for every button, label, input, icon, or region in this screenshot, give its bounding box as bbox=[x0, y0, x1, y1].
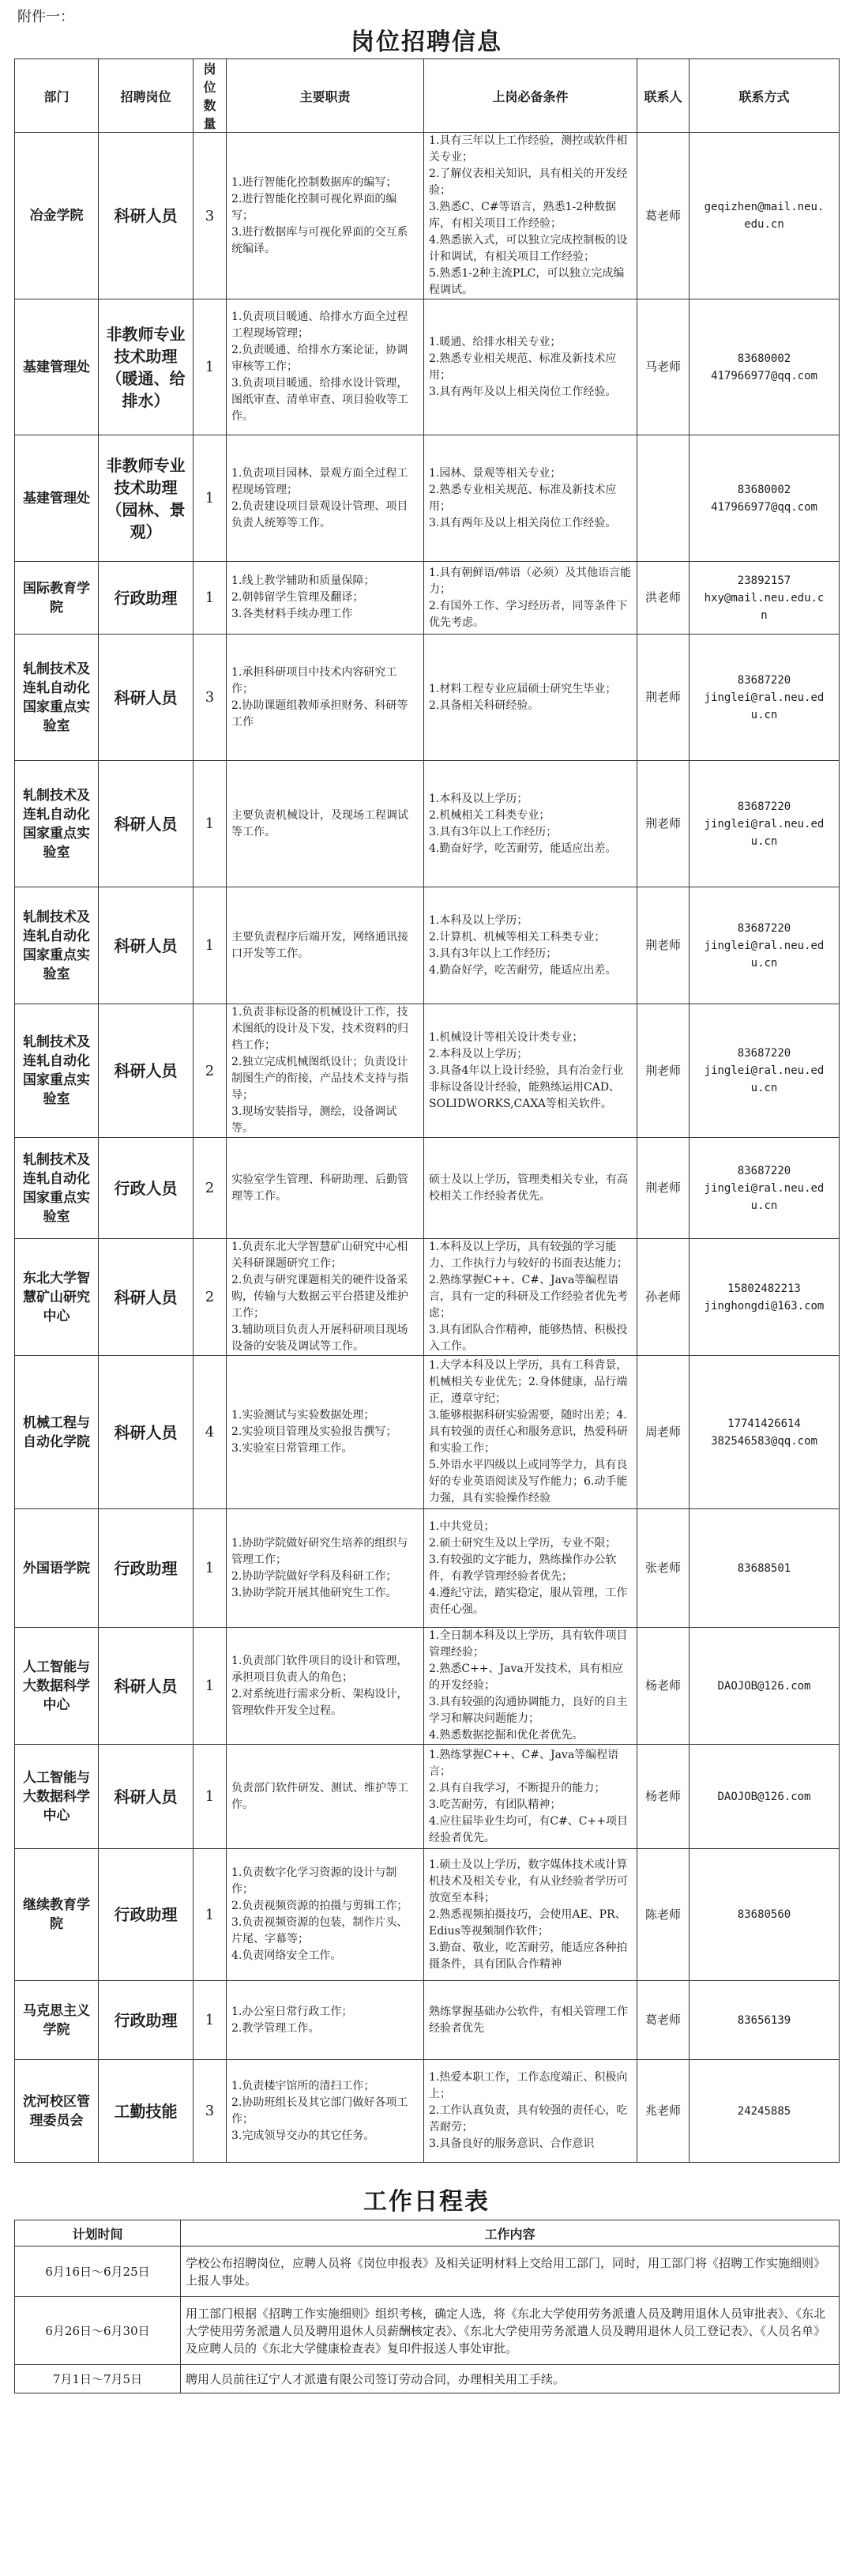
dept-cell: 人工智能与大数据科学中心 bbox=[15, 1628, 99, 1745]
contact-info-line: u.cn bbox=[750, 1199, 778, 1212]
dept-cell: 轧制技术及连轧自动化国家重点实验室 bbox=[15, 635, 99, 761]
table-row bbox=[15, 1849, 840, 1981]
duties-cell bbox=[227, 1004, 424, 1138]
requirement-line: 2.熟悉专业相关规范、标准及新技术应用； bbox=[429, 352, 617, 382]
duty-line: 3.各类材料手续办理工作 bbox=[231, 608, 353, 620]
count-cell: 2 bbox=[194, 1239, 227, 1356]
dept-cell: 轧制技术及连轧自动化国家重点实验室 bbox=[15, 761, 99, 887]
dept-cell: 轧制技术及连轧自动化国家重点实验室 bbox=[15, 1138, 99, 1239]
schedule-content-cell: 聘用人员前往辽宁人才派遣有限公司签订劳动合同，办理相关用工手续。 bbox=[181, 2365, 840, 2393]
count-cell: 2 bbox=[194, 1004, 227, 1138]
contact-info-cell bbox=[690, 562, 840, 635]
count-cell: 3 bbox=[194, 635, 227, 761]
duty-line: 2.对系统进行需求分析、架构设计，管理软件开发全过程。 bbox=[231, 1687, 408, 1717]
page bbox=[14, 0, 839, 2560]
duty-line: 2.协助班组长及其它部门做好各项工作； bbox=[231, 2096, 408, 2126]
dept-cell: 马克思主义学院 bbox=[15, 1981, 99, 2060]
contact-cell: 荆老师 bbox=[637, 635, 690, 761]
duty-line: 1.负责楼宇馆所的清扫工作； bbox=[231, 2079, 375, 2092]
table-row bbox=[15, 1745, 840, 1849]
count-cell: 3 bbox=[194, 133, 227, 299]
schedule-content-cell: 用工部门根据《招聘工作实施细则》组织考核，确定人选，将《东北大学使用劳务派遣人员及聘用退休人员审批表》、《东北大学使用劳务派遣人员及聘用退休人员薪酬核定表》、《东北大学使用劳务派遣人员及聘用退休人员工登记表》、《人员名单》及应聘人员的《东北大学健康检查表》复印件报送人事处审批。 bbox=[181, 2297, 840, 2365]
contact-cell: 葛老师 bbox=[637, 1981, 690, 2060]
table-header-row bbox=[15, 59, 840, 133]
duty-line: 1.协助学院做好研究生培养的组织与管理工作； bbox=[231, 1536, 408, 1566]
duties-cell bbox=[227, 562, 424, 635]
position-cell: 行政助理 bbox=[99, 562, 194, 635]
dept-cell: 外国语学院 bbox=[15, 1509, 99, 1628]
position-cell: 科研人员 bbox=[99, 1356, 194, 1509]
duties-cell bbox=[227, 1356, 424, 1509]
requirements-cell bbox=[424, 1138, 637, 1239]
header-count: 岗位数量 bbox=[194, 59, 227, 133]
position-cell: 行政助理 bbox=[99, 1509, 194, 1628]
contact-info-line: 83687220 bbox=[737, 673, 791, 687]
table-row bbox=[15, 1981, 840, 2060]
duty-line: 3.辅助项目负责人开展科研项目现场设备的安装及调试等工作。 bbox=[231, 1324, 408, 1353]
requirement-line: 3.具有团队合作精神，能够热情、积极投入工作。 bbox=[429, 1324, 628, 1353]
duty-line: 1.实验测试与实验数据处理； bbox=[231, 1409, 375, 1422]
requirement-line: 2.熟练掌握C++、C#、Java等编程语言，具有一定的科研及工作经验者优先考虑； bbox=[429, 1274, 628, 1320]
contact-info-cell bbox=[690, 133, 840, 299]
contact-info-cell bbox=[690, 887, 840, 1004]
contact-cell: 葛老师 bbox=[637, 133, 690, 299]
requirements-cell bbox=[424, 1628, 637, 1745]
contact-cell: 荆老师 bbox=[637, 887, 690, 1004]
requirements-cell bbox=[424, 1509, 637, 1628]
count-cell: 1 bbox=[194, 1849, 227, 1981]
requirement-line: 1.本科及以上学历，具有较强的学习能力、工作执行力与较好的书面表达能力； bbox=[429, 1241, 628, 1270]
duty-line: 1.进行智能化控制数据库的编写； bbox=[231, 175, 397, 189]
requirement-line: 1.熟练掌握C++、C#、Java等编程语言； bbox=[429, 1748, 619, 1778]
duty-line: 1.负责部门软件项目的设计和管理，承担项目负责人的角色； bbox=[231, 1654, 408, 1684]
contact-info-cell bbox=[690, 1745, 840, 1849]
contact-info-line: u.cn bbox=[750, 708, 778, 721]
duty-line: 2.进行智能化控制可视化界面的编写； bbox=[231, 192, 397, 222]
requirements-cell bbox=[424, 1981, 637, 2060]
requirement-line: 1.暖通、给排水相关专业； bbox=[429, 335, 562, 348]
contact-info-line: u.cn bbox=[750, 956, 778, 970]
duty-line: 1.负责数字化学习资源的设计与制作； bbox=[231, 1866, 397, 1896]
requirements-cell bbox=[424, 1849, 637, 1981]
duty-line: 3.负责项目暖通、给排水设计管理，图纸审查、清单审查、项目验收等工作。 bbox=[231, 377, 408, 423]
duty-line: 2.实验项目管理及实验报告撰写； bbox=[231, 1425, 397, 1438]
duty-line: 1.负责非标设备的机械设计工作，技术图纸的设计及下发，技术资料的归档工作； bbox=[231, 1006, 408, 1052]
contact-cell: 杨老师 bbox=[637, 1745, 690, 1849]
requirement-line: 2.了解仪表相关知识，具有相关的开发经验； bbox=[429, 168, 628, 197]
count-cell: 1 bbox=[194, 1628, 227, 1745]
duty-line: 3.完成领导交办的其它任务。 bbox=[231, 2129, 375, 2142]
schedule-time-cell: 6月26日～6月30日 bbox=[15, 2297, 181, 2365]
contact-info-line: jinglei@ral.neu.ed bbox=[704, 1064, 825, 1077]
recruitment-table bbox=[14, 58, 840, 2163]
schedule-header-content: 工作内容 bbox=[181, 2220, 840, 2246]
duty-line: 1.负责项目园林、景观方面全过程工程现场管理； bbox=[231, 466, 408, 496]
schedule-time-cell: 7月1日～7月5日 bbox=[15, 2365, 181, 2393]
recruitment-table-body bbox=[15, 133, 840, 2163]
schedule-title: 工作日程表 bbox=[363, 2188, 490, 2216]
dept-cell: 东北大学智慧矿山研究中心 bbox=[15, 1239, 99, 1356]
duty-line: 2.教学管理工作。 bbox=[231, 2021, 320, 2035]
duty-line: 主要负责程序后端开发，网络通讯接口开发等工作。 bbox=[231, 930, 408, 960]
duties-cell bbox=[227, 133, 424, 299]
table-row bbox=[15, 761, 840, 887]
count-cell: 1 bbox=[194, 562, 227, 635]
requirement-line: 3.具有两年及以上相关岗位工作经验。 bbox=[429, 516, 617, 529]
requirements-cell bbox=[424, 1356, 637, 1509]
position-cell: 科研人员 bbox=[99, 1004, 194, 1138]
requirement-line: 硕士及以上学历，管理类相关专业，有高校相关工作经验者优先。 bbox=[429, 1173, 628, 1203]
contact-cell bbox=[637, 435, 690, 562]
requirement-line: 1.大学本科及以上学历，具有工科背景，机械相关专业优先；2.身体健康，品行端正，遵章守纪； bbox=[429, 1359, 628, 1405]
requirements-cell bbox=[424, 1004, 637, 1138]
requirements-cell bbox=[424, 1239, 637, 1356]
schedule-row bbox=[15, 2365, 840, 2393]
position-cell: 科研人员 bbox=[99, 635, 194, 761]
position-cell: 科研人员 bbox=[99, 887, 194, 1004]
duty-line: 2.负责暖通、给排水方案论证，协调审核等工作； bbox=[231, 344, 408, 373]
contact-info-line: 83687220 bbox=[737, 1047, 791, 1060]
count-cell: 2 bbox=[194, 1138, 227, 1239]
duties-cell bbox=[227, 1138, 424, 1239]
requirement-line: 2.硕士研究生及以上学历，专业不限； bbox=[429, 1536, 617, 1550]
position-cell: 科研人员 bbox=[99, 1745, 194, 1849]
contact-info-cell bbox=[690, 299, 840, 435]
requirement-line: 3.具有较强的沟通协调能力，良好的自主学习和解决问题能力； bbox=[429, 1696, 628, 1725]
table-row bbox=[15, 887, 840, 1004]
dept-cell: 机械工程与自动化学院 bbox=[15, 1356, 99, 1509]
requirement-line: 4.熟悉数据挖掘和优化者优先。 bbox=[429, 1729, 584, 1742]
table-row bbox=[15, 1239, 840, 1356]
contact-cell: 荆老师 bbox=[637, 761, 690, 887]
dept-cell: 冶金学院 bbox=[15, 133, 99, 299]
duty-line: 2.协助学院做好学科及科研工作； bbox=[231, 1569, 397, 1583]
duty-line: 1.负责东北大学智慧矿山研究中心相关科研课题研究工作； bbox=[231, 1241, 408, 1270]
count-cell: 4 bbox=[194, 1356, 227, 1509]
duties-cell bbox=[227, 299, 424, 435]
contact-info-line: u.cn bbox=[750, 834, 778, 848]
position-cell: 行政人员 bbox=[99, 1138, 194, 1239]
contact-info-cell bbox=[690, 1981, 840, 2060]
contact-info-cell bbox=[690, 1004, 840, 1138]
requirement-line: 3.能够根据科研实验需要，随时出差；4.具有较强的责任心和服务意识，热爱科研和实验工作； bbox=[429, 1409, 628, 1455]
dept-cell: 轧制技术及连轧自动化国家重点实验室 bbox=[15, 1004, 99, 1138]
contact-info-line: 382546583@qq.com bbox=[711, 1434, 817, 1448]
schedule-header-row bbox=[15, 2220, 840, 2246]
contact-info-line: 83688501 bbox=[737, 1561, 791, 1575]
schedule-row bbox=[15, 2297, 840, 2365]
requirement-line: 1.园林、景观等相关专业； bbox=[429, 466, 562, 480]
requirement-line: 3.勤奋、敬业，吃苦耐劳，能适应各种拍摄条件，具有团队合作精神 bbox=[429, 1941, 628, 1971]
position-cell: 科研人员 bbox=[99, 761, 194, 887]
position-cell: 行政助理 bbox=[99, 1849, 194, 1981]
duties-cell bbox=[227, 761, 424, 887]
count-cell: 1 bbox=[194, 761, 227, 887]
header-contact: 联系人 bbox=[637, 59, 690, 133]
table-row bbox=[15, 1509, 840, 1628]
table-row bbox=[15, 562, 840, 635]
header-position: 招聘岗位 bbox=[99, 59, 194, 133]
requirement-line: 3.具有两年及以上相关岗位工作经验。 bbox=[429, 385, 617, 398]
dept-cell: 轧制技术及连轧自动化国家重点实验室 bbox=[15, 887, 99, 1004]
schedule-table bbox=[14, 2220, 840, 2393]
requirement-line: 3.具备良好的服务意识、合作意识 bbox=[429, 2137, 595, 2150]
requirement-line: 4.遵纪守法，踏实稳定，服从管理，工作责任心强。 bbox=[429, 1586, 628, 1616]
contact-cell: 洪老师 bbox=[637, 562, 690, 635]
contact-info-line: 83680002 bbox=[737, 483, 791, 496]
duty-line: 主要负责机械设计，及现场工程调试等工作。 bbox=[231, 808, 408, 838]
duty-line: 1.承担科研项目中技术内容研究工作； bbox=[231, 665, 397, 695]
duty-line: 2.负责建设项目景观设计管理、项目负责人统筹等工作。 bbox=[231, 499, 408, 529]
position-cell: 工勤技能 bbox=[99, 2060, 194, 2163]
requirement-line: 4.应往届毕业生均可，有C#、C++项目经验者优先。 bbox=[429, 1814, 628, 1844]
contact-info-line: 24245885 bbox=[737, 2104, 791, 2118]
requirement-line: 1.中共党员； bbox=[429, 1520, 495, 1533]
contact-info-line: hxy@mail.neu.edu.c bbox=[704, 591, 825, 604]
schedule-table-body bbox=[15, 2246, 840, 2393]
contact-info-line: jinglei@ral.neu.ed bbox=[704, 817, 825, 830]
position-cell: 非教师专业技术助理（暖通、给排水） bbox=[99, 299, 194, 435]
requirement-line: 1.硕士及以上学历，数字媒体技术或计算机技术及相关专业，有从业经验者学历可放宽至本科； bbox=[429, 1858, 628, 1904]
requirements-cell bbox=[424, 887, 637, 1004]
requirement-line: 3.具有3年以上工作经历； bbox=[429, 825, 558, 838]
duty-line: 3.协助学院开展其他研究生工作。 bbox=[231, 1586, 397, 1599]
dept-cell: 沈河校区管理委员会 bbox=[15, 2060, 99, 2163]
contact-info-cell bbox=[690, 761, 840, 887]
table-row bbox=[15, 435, 840, 562]
requirement-line: 1.本科及以上学历； bbox=[429, 792, 528, 805]
contact-info-line: n bbox=[761, 608, 768, 622]
dept-cell: 基建管理处 bbox=[15, 299, 99, 435]
requirements-cell bbox=[424, 1745, 637, 1849]
schedule-row bbox=[15, 2246, 840, 2297]
contact-info-line: 83687220 bbox=[737, 921, 791, 935]
requirements-cell bbox=[424, 2060, 637, 2163]
table-row bbox=[15, 133, 840, 299]
duty-line: 2.朝韩留学生管理及翻译； bbox=[231, 591, 364, 604]
duty-line: 2.独立完成机械图纸设计；负责设计制图生产的衔接，产品技术支持与指导； bbox=[231, 1056, 408, 1102]
header-requirements: 上岗必备条件 bbox=[424, 59, 637, 133]
contact-info-line: DAOJOB@126.com bbox=[717, 1790, 811, 1803]
duties-cell bbox=[227, 1745, 424, 1849]
position-cell: 行政助理 bbox=[99, 1981, 194, 2060]
requirement-line: 3.有较强的文字能力，熟练操作办公软件，有教学管理经验者优先； bbox=[429, 1553, 617, 1583]
duty-line: 3.实验室日常管理工作。 bbox=[231, 1442, 353, 1455]
duties-cell bbox=[227, 887, 424, 1004]
contact-info-line: 23892157 bbox=[737, 574, 791, 587]
contact-info-line: 417966977@qq.com bbox=[711, 369, 817, 382]
duties-cell bbox=[227, 2060, 424, 2163]
duties-cell bbox=[227, 1849, 424, 1981]
requirement-line: 2.熟悉专业相关规范、标准及新技术应用； bbox=[429, 483, 617, 513]
contact-cell: 孙老师 bbox=[637, 1239, 690, 1356]
requirement-line: 5.熟悉1-2种主流PLC，可以独立完成编程调试。 bbox=[429, 267, 625, 296]
requirement-line: 3.具备4年以上设计经验，具有冶金行业非标设备设计经验，能熟练运用CAD、SOLIDWORKS,CAXA等相关软件。 bbox=[429, 1064, 624, 1110]
contact-info-line: jinghongdi@163.com bbox=[704, 1299, 825, 1312]
requirement-line: 1.具有朝鲜语/韩语（必须）及其他语言能力； bbox=[429, 566, 632, 596]
contact-info-line: edu.cn bbox=[744, 218, 784, 231]
requirement-line: 1.全日制本科及以上学历，具有软件项目管理经验； bbox=[429, 1629, 628, 1659]
contact-cell: 张老师 bbox=[637, 1509, 690, 1628]
requirement-line: 3.具有3年以上工作经历； bbox=[429, 947, 558, 960]
duties-cell bbox=[227, 1239, 424, 1356]
requirement-line: 2.计算机、机械等相关工科类专业； bbox=[429, 930, 606, 943]
requirement-line: 1.本科及以上学历； bbox=[429, 913, 528, 927]
requirements-cell bbox=[424, 133, 637, 299]
contact-cell: 荆老师 bbox=[637, 1138, 690, 1239]
schedule-content-cell: 学校公布招聘岗位，应聘人员将《岗位申报表》及相关证明材料上交给用工部门，同时，用工部门将《招聘工作实施细则》上报人事处。 bbox=[181, 2246, 840, 2297]
contact-info-line: geqizhen@mail.neu. bbox=[704, 201, 825, 213]
contact-info-cell bbox=[690, 2060, 840, 2163]
contact-info-cell bbox=[690, 635, 840, 761]
requirement-line: 3.吃苦耐劳，有团队精神； bbox=[429, 1798, 562, 1811]
position-cell: 科研人员 bbox=[99, 1628, 194, 1745]
requirement-line: 2.有国外工作、学习经历者，同等条件下优先考虑。 bbox=[429, 599, 628, 629]
contact-info-line: u.cn bbox=[750, 1082, 778, 1094]
dept-cell: 基建管理处 bbox=[15, 435, 99, 562]
contact-info-line: 83687220 bbox=[737, 800, 791, 813]
dept-cell: 人工智能与大数据科学中心 bbox=[15, 1745, 99, 1849]
duty-line: 3.负责视频资源的包装，制作片头、片尾、字幕等； bbox=[231, 1916, 408, 1945]
requirement-line: 4.勤奋好学，吃苦耐劳，能适应出差。 bbox=[429, 842, 617, 855]
contact-cell: 陈老师 bbox=[637, 1849, 690, 1981]
schedule-header-time: 计划时间 bbox=[15, 2220, 181, 2246]
count-cell: 1 bbox=[194, 887, 227, 1004]
page-title: 岗位招聘信息 bbox=[351, 28, 502, 56]
requirement-line: 1.材料工程专业应届硕士研究生毕业； bbox=[429, 682, 617, 695]
contact-info-line: jinglei@ral.neu.ed bbox=[704, 1181, 825, 1195]
requirement-line: 1.机械设计等相关设计类专业； bbox=[429, 1030, 584, 1044]
contact-cell: 杨老师 bbox=[637, 1628, 690, 1745]
requirement-line: 3.熟悉C、C#等语言，熟悉1-2种数据库，有相关项目工作经验； bbox=[429, 201, 617, 230]
requirements-cell bbox=[424, 435, 637, 562]
position-cell: 科研人员 bbox=[99, 133, 194, 299]
contact-info-line: 83687220 bbox=[737, 1164, 791, 1177]
duty-line: 1.办公室日常行政工作； bbox=[231, 2005, 353, 2018]
count-cell: 3 bbox=[194, 2060, 227, 2163]
duty-line: 2.负责视频资源的拍摄与剪辑工作； bbox=[231, 1900, 408, 1912]
count-cell: 1 bbox=[194, 435, 227, 562]
requirements-cell bbox=[424, 761, 637, 887]
duty-line: 3.进行数据库与可视化界面的交互系统编译。 bbox=[231, 225, 408, 255]
table-row bbox=[15, 2060, 840, 2163]
requirements-cell bbox=[424, 635, 637, 761]
duty-line: 负责部门软件研发、测试、维护等工作。 bbox=[231, 1781, 408, 1811]
count-cell: 1 bbox=[194, 1981, 227, 2060]
table-row bbox=[15, 635, 840, 761]
requirement-line: 熟练掌握基础办公软件，有相关管理工作经验者优先 bbox=[429, 2005, 628, 2035]
contact-info-line: 83680002 bbox=[737, 352, 791, 365]
requirement-line: 4.熟悉嵌入式，可以独立完成控制板的设计和调试，有相关项目工作经验； bbox=[429, 234, 628, 263]
contact-info-line: DAOJOB@126.com bbox=[717, 1679, 811, 1693]
requirement-line: 1.具有三年以上工作经验，测控或软件相关专业； bbox=[429, 134, 628, 164]
table-row bbox=[15, 1628, 840, 1745]
contact-info-cell bbox=[690, 1356, 840, 1509]
duties-cell bbox=[227, 1981, 424, 2060]
contact-info-cell bbox=[690, 1849, 840, 1981]
contact-info-cell bbox=[690, 435, 840, 562]
header-dept: 部门 bbox=[15, 59, 99, 133]
contact-info-cell bbox=[690, 1509, 840, 1628]
requirement-line: 2.工作认真负责，具有较强的责任心，吃苦耐劳； bbox=[429, 2104, 628, 2133]
contact-info-line: jinglei@ral.neu.ed bbox=[704, 691, 825, 704]
count-cell: 1 bbox=[194, 1745, 227, 1849]
contact-info-cell bbox=[690, 1239, 840, 1356]
contact-cell: 马老师 bbox=[637, 299, 690, 435]
contact-info-cell bbox=[690, 1138, 840, 1239]
contact-info-line: 15802482213 bbox=[727, 1282, 801, 1295]
duty-line: 实验室学生管理、科研助理、后勤管理等工作。 bbox=[231, 1173, 408, 1203]
contact-cell: 荆老师 bbox=[637, 1004, 690, 1138]
duties-cell bbox=[227, 635, 424, 761]
position-cell: 非教师专业技术助理（园林、景观） bbox=[99, 435, 194, 562]
requirement-line: 2.具有自我学习，不断提升的能力； bbox=[429, 1781, 606, 1795]
duty-line: 2.协助课题组教师承担财务、科研等工作 bbox=[231, 699, 408, 729]
contact-info-line: 417966977@qq.com bbox=[711, 500, 817, 514]
duty-line: 2.负责与研究课题相关的硬件设备采购，传输与大数据云平台搭建及维护工作； bbox=[231, 1274, 408, 1320]
requirement-line: 1.热爱本职工作，工作态度端正、积极向上； bbox=[429, 2071, 628, 2100]
table-row bbox=[15, 1004, 840, 1138]
duties-cell bbox=[227, 435, 424, 562]
contact-info-line: 17741426614 bbox=[727, 1417, 801, 1430]
requirement-line: 2.熟悉C++、Java开发技术，具有相应的开发经验； bbox=[429, 1663, 623, 1692]
requirement-line: 2.熟悉视频拍摄技巧，会使用AE、PR、Edius等视频制作软件； bbox=[429, 1908, 626, 1938]
header-contact-info: 联系方式 bbox=[690, 59, 840, 133]
attachment-label: 附件一： bbox=[17, 9, 74, 25]
contact-info-line: 83680560 bbox=[737, 1908, 791, 1921]
requirement-line: 5.外语水平四级以上或同等学力，具有良好的专业英语阅读及写作能力；6.动手能力强，具有实验操作经验 bbox=[429, 1459, 628, 1505]
count-cell: 1 bbox=[194, 299, 227, 435]
duty-line: 4.负责网络安全工作。 bbox=[231, 1949, 342, 1962]
dept-cell: 国际教育学院 bbox=[15, 562, 99, 635]
header-duties: 主要职责 bbox=[227, 59, 424, 133]
contact-info-cell bbox=[690, 1628, 840, 1745]
position-cell: 科研人员 bbox=[99, 1239, 194, 1356]
requirement-line: 4.勤奋好学，吃苦耐劳，能适应出差。 bbox=[429, 963, 617, 977]
table-row bbox=[15, 1138, 840, 1239]
table-row bbox=[15, 299, 840, 435]
dept-cell: 继续教育学院 bbox=[15, 1849, 99, 1981]
duties-cell bbox=[227, 1628, 424, 1745]
contact-cell: 周老师 bbox=[637, 1356, 690, 1509]
duties-cell bbox=[227, 1509, 424, 1628]
contact-info-line: 83656139 bbox=[737, 2013, 791, 2027]
duty-line: 3.现场安装指导，测绘，设备调试等。 bbox=[231, 1105, 397, 1135]
table-row bbox=[15, 1356, 840, 1509]
requirement-line: 2.具备相关科研经验。 bbox=[429, 699, 539, 712]
schedule-time-cell: 6月16日～6月25日 bbox=[15, 2246, 181, 2297]
duty-line: 1.负责项目暖通、给排水方面全过程工程现场管理； bbox=[231, 311, 408, 340]
contact-cell: 兆老师 bbox=[637, 2060, 690, 2163]
requirement-line: 2.机械相关工科类专业； bbox=[429, 808, 551, 822]
requirement-line: 2.本科及以上学历； bbox=[429, 1047, 528, 1060]
requirements-cell bbox=[424, 299, 637, 435]
count-cell: 1 bbox=[194, 1509, 227, 1628]
duty-line: 1.线上教学辅助和质量保障； bbox=[231, 574, 375, 587]
contact-info-line: jinglei@ral.neu.ed bbox=[704, 939, 825, 952]
requirements-cell bbox=[424, 562, 637, 635]
